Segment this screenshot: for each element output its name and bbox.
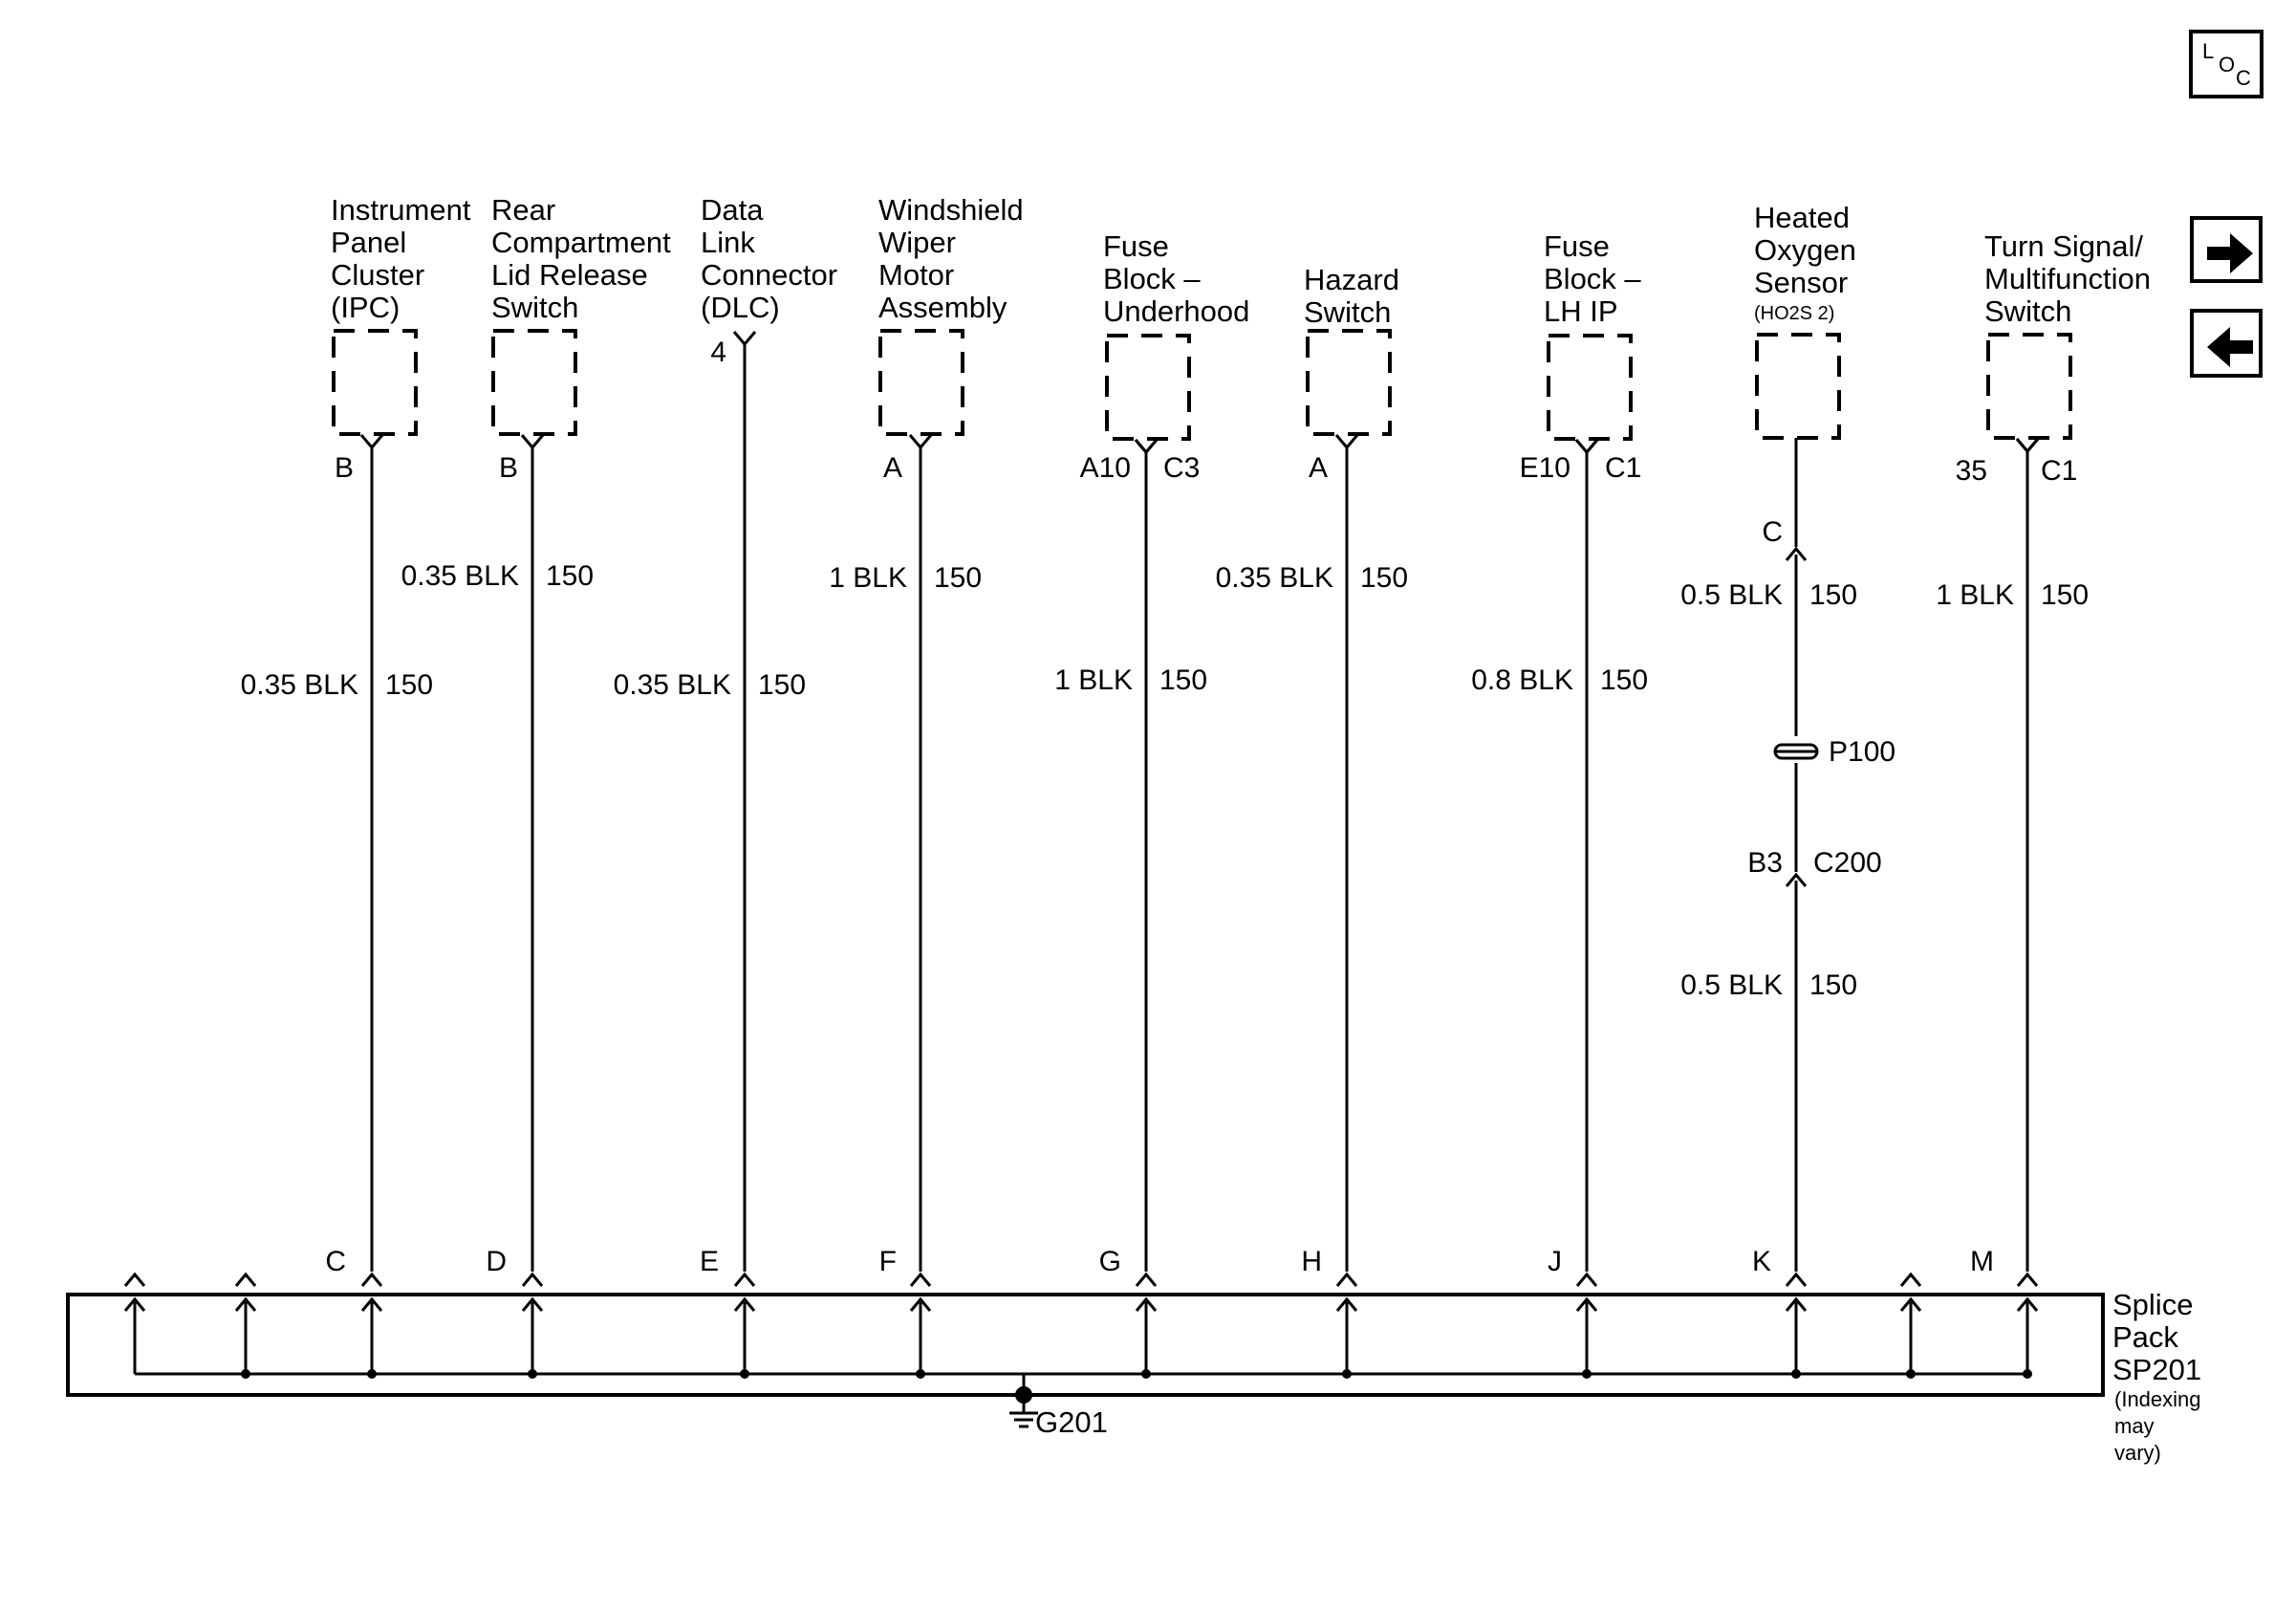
splice-pack-note-line: may xyxy=(2114,1414,2155,1438)
rear-lid-wire-circuit: 150 xyxy=(546,560,595,592)
wiper-splice-terminal xyxy=(911,1274,930,1286)
ipc-pin-label: B xyxy=(334,452,354,484)
splice-pack-name-line: Pack xyxy=(2112,1320,2178,1354)
wiper-name-line: Assembly xyxy=(878,291,1007,324)
dlc-name-line: (DLC) xyxy=(701,291,780,324)
splice-pack-note-line: (Indexing xyxy=(2114,1387,2201,1411)
wiper-terminal xyxy=(910,435,931,447)
turn-signal-name-line: Multifunction xyxy=(1984,262,2152,295)
turn-signal-splice-terminal xyxy=(2018,1274,2037,1286)
fuse-underhood-name-line: Fuse xyxy=(1103,229,1169,263)
hazard-pin-label: A xyxy=(1308,452,1328,484)
hazard-splice-terminal xyxy=(1337,1274,1356,1286)
rear-lid-wire-size: 0.35 BLK xyxy=(401,560,519,592)
rear-lid-name-line: Lid Release xyxy=(491,258,648,292)
hazard-terminal xyxy=(1336,435,1357,447)
rear-lid-name-line: Switch xyxy=(491,291,579,324)
ho2s-upper-wire-size: 0.5 BLK xyxy=(1680,579,1783,611)
wiper-name-line: Motor xyxy=(878,258,955,292)
ground-label: G201 xyxy=(1035,1405,1108,1439)
turn-signal-connector-label: C1 xyxy=(2041,455,2078,487)
b3-pin-label: B3 xyxy=(1747,847,1783,879)
ho2s-name-line: Sensor xyxy=(1754,266,1849,299)
p100-label: P100 xyxy=(1829,736,1896,768)
ho2s-wire-size: 0.5 BLK xyxy=(1680,969,1783,1001)
unused-splice-terminal-3 xyxy=(1901,1274,1920,1286)
fuse-underhood-terminal-2 xyxy=(1136,440,1157,452)
hazard-wire-size: 0.35 BLK xyxy=(1215,562,1333,594)
ipc-name-line: Panel xyxy=(331,226,407,259)
arrow-right-icon xyxy=(2194,220,2266,287)
arrow-left-icon xyxy=(2194,313,2266,381)
dlc-splice-pin-label: E xyxy=(699,1246,719,1277)
ho2s-sub-label: (HO2S 2) xyxy=(1754,303,1835,324)
hazard-splice-pin-label: H xyxy=(1301,1246,1322,1277)
rear-lid-component-box xyxy=(493,331,575,434)
ipc-terminal xyxy=(361,435,382,447)
fuse-lhip-wire-circuit: 150 xyxy=(1600,664,1649,696)
fuse-lhip-component-box xyxy=(1549,336,1631,439)
back-button[interactable] xyxy=(2190,309,2263,378)
ipc-wire-size: 0.35 BLK xyxy=(240,669,358,701)
ipc-wire-circuit: 150 xyxy=(385,669,434,701)
dlc-name-line: Connector xyxy=(701,258,838,292)
ho2s-splice-pin-label: K xyxy=(1751,1246,1771,1277)
ipc-name-line: Cluster xyxy=(331,258,425,292)
ho2s-component-box xyxy=(1757,335,1839,438)
turn-signal-pin-label: 35 xyxy=(1955,455,1987,487)
fuse-lhip-terminal-2 xyxy=(1576,440,1597,452)
dlc-wire-size: 0.35 BLK xyxy=(613,669,731,701)
hazard-wire-circuit: 150 xyxy=(1360,562,1409,594)
unused-splice-terminal-2 xyxy=(236,1274,255,1286)
turn-signal-component-box xyxy=(1988,335,2070,438)
ho2s-name-line: Heated xyxy=(1754,201,1850,234)
fuse-underhood-splice-terminal xyxy=(1137,1274,1156,1286)
rear-lid-name-line: Rear xyxy=(491,193,556,227)
fuse-underhood-name-line: Block – xyxy=(1103,262,1201,295)
fuse-underhood-component-box xyxy=(1107,336,1189,439)
loc-letter-c: C xyxy=(2236,66,2251,90)
dlc-terminal xyxy=(734,332,755,344)
wiper-pin-label: A xyxy=(882,452,902,484)
fuse-underhood-pin-label: A10 xyxy=(1079,452,1131,484)
fuse-lhip-name-line: Block – xyxy=(1544,262,1641,295)
loc-letter-o: O xyxy=(2219,53,2236,76)
turn-signal-splice-pin-label: M xyxy=(1970,1246,1994,1277)
splice-pack-name-line: SP201 xyxy=(2112,1353,2202,1386)
loc-icon xyxy=(2193,33,2267,102)
rear-lid-splice-terminal xyxy=(523,1274,542,1286)
dlc-name-line: Data xyxy=(701,193,764,227)
loc-button[interactable] xyxy=(2189,30,2264,98)
fuse-underhood-name-line: Underhood xyxy=(1103,294,1250,328)
fuse-lhip-splice-pin-label: J xyxy=(1548,1246,1562,1277)
dlc-pin-label: 4 xyxy=(710,337,726,368)
fuse-lhip-name-line: LH IP xyxy=(1544,294,1618,328)
hazard-name-line: Hazard xyxy=(1304,263,1399,296)
forward-button[interactable] xyxy=(2190,216,2263,283)
ho2s-connector-c-label: C xyxy=(1762,516,1783,548)
loc-letter-l: L xyxy=(2202,39,2215,63)
rear-lid-terminal xyxy=(522,435,543,447)
rear-lid-pin-label: B xyxy=(498,452,518,484)
turn-signal-terminal-2 xyxy=(2017,439,2038,451)
c200-label: C200 xyxy=(1813,847,1882,879)
fuse-lhip-pin-label: E10 xyxy=(1519,452,1570,484)
fuse-lhip-connector-label: C1 xyxy=(1605,452,1642,484)
turn-signal-wire-circuit: 150 xyxy=(2041,579,2090,611)
ipc-splice-pin-label: C xyxy=(325,1246,346,1277)
ho2s-splice-terminal xyxy=(1787,1274,1806,1286)
ho2s-upper-wire-circuit: 150 xyxy=(1809,579,1858,611)
unused-splice-terminal-1 xyxy=(125,1274,144,1286)
fuse-lhip-wire-size: 0.8 BLK xyxy=(1471,664,1573,696)
fuse-underhood-splice-pin-label: G xyxy=(1098,1246,1121,1277)
dlc-wire-circuit: 150 xyxy=(758,669,807,701)
wiper-wire-size: 1 BLK xyxy=(829,562,907,594)
ho2s-wire-circuit: 150 xyxy=(1809,969,1858,1001)
hazard-name-line: Switch xyxy=(1304,295,1392,329)
ipc-name-line: (IPC) xyxy=(331,291,401,324)
rear-lid-name-line: Compartment xyxy=(491,226,671,259)
fuse-underhood-wire-circuit: 150 xyxy=(1159,664,1208,696)
fuse-lhip-splice-terminal xyxy=(1577,1274,1596,1286)
splice-pack-name-line: Splice xyxy=(2112,1288,2194,1321)
ho2s-name-line: Oxygen xyxy=(1754,233,1856,267)
ipc-splice-terminal xyxy=(362,1274,381,1286)
fuse-underhood-connector-label: C3 xyxy=(1163,452,1201,484)
splice-pack-note-line: vary) xyxy=(2114,1441,2161,1465)
turn-signal-name-line: Turn Signal/ xyxy=(1984,229,2143,263)
dlc-splice-terminal xyxy=(735,1274,754,1286)
hazard-component-box xyxy=(1308,331,1390,434)
turn-signal-name-line: Switch xyxy=(1984,294,2072,328)
wiper-splice-pin-label: F xyxy=(878,1246,897,1277)
ipc-component-box xyxy=(334,331,416,434)
fuse-underhood-wire-size: 1 BLK xyxy=(1054,664,1133,696)
wiper-wire-circuit: 150 xyxy=(934,562,983,594)
wiper-name-line: Windshield xyxy=(878,193,1024,227)
turn-signal-wire-size: 1 BLK xyxy=(1936,579,2014,611)
fuse-lhip-name-line: Fuse xyxy=(1544,229,1610,263)
wiper-name-line: Wiper xyxy=(878,226,956,259)
wiper-component-box xyxy=(880,331,963,434)
dlc-name-line: Link xyxy=(701,226,755,259)
ipc-name-line: Instrument xyxy=(331,193,471,227)
rear-lid-splice-pin-label: D xyxy=(486,1246,507,1277)
